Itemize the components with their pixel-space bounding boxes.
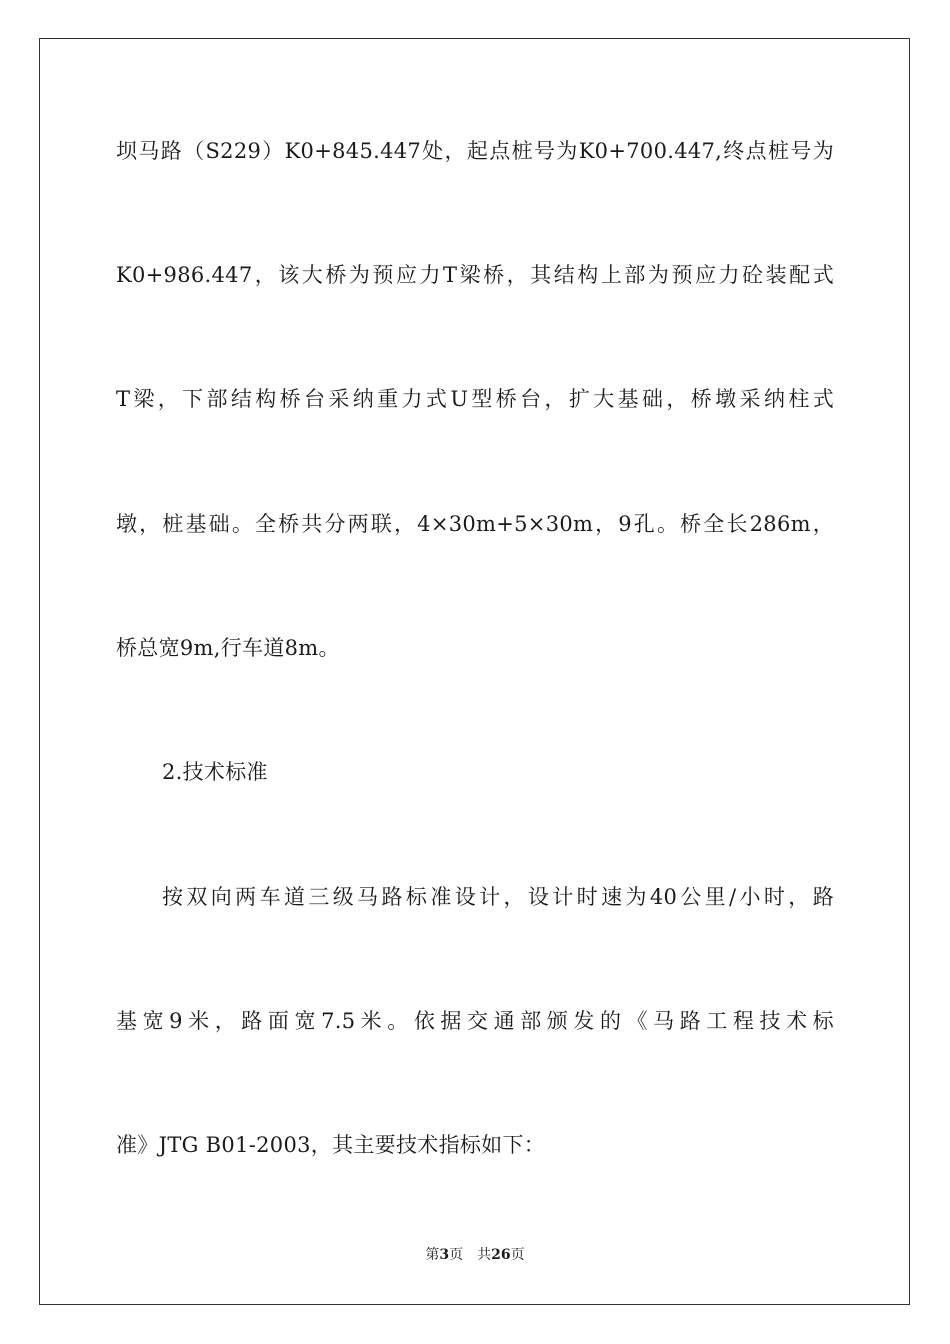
body-text-line: K0+986.447，该大桥为预应力T梁桥，其结构上部为预应力砼装配式 — [116, 263, 834, 287]
footer-prefix: 第 — [425, 1247, 440, 1263]
footer-total-prefix: 共 — [477, 1247, 492, 1263]
footer-total-unit: 页 — [510, 1247, 525, 1263]
total-page-count: 26 — [491, 1247, 511, 1263]
body-text-line: 墩，桩基础。全桥共分两联，4×30m+5×30m，9孔。桥全长286m， — [116, 512, 834, 536]
body-text-line: 坝马路（S229）K0+845.447处，起点桩号为K0+700.447,终点桩号为 — [116, 139, 834, 163]
body-text-line: 桥总宽9m,行车道8m。 — [116, 636, 340, 660]
page-border — [39, 38, 910, 1305]
section-heading: 2.技术标准 — [162, 760, 268, 784]
body-text-line: 基宽9米，路面宽7.5米。依据交通部颁发的《马路工程技术标 — [116, 1009, 834, 1033]
current-page-number: 3 — [439, 1247, 450, 1263]
body-text-line: T梁，下部结构桥台采纳重力式U型桥台，扩大基础，桥墩采纳柱式 — [116, 387, 834, 411]
page-footer — [0, 1246, 950, 1264]
body-text-line: 按双向两车道三级马路标准设计，设计时速为40公里/小时，路 — [162, 885, 834, 909]
body-text-line: 准》JTG B01-2003，其主要技术指标如下： — [116, 1133, 546, 1157]
footer-page-unit: 页 — [449, 1247, 464, 1263]
